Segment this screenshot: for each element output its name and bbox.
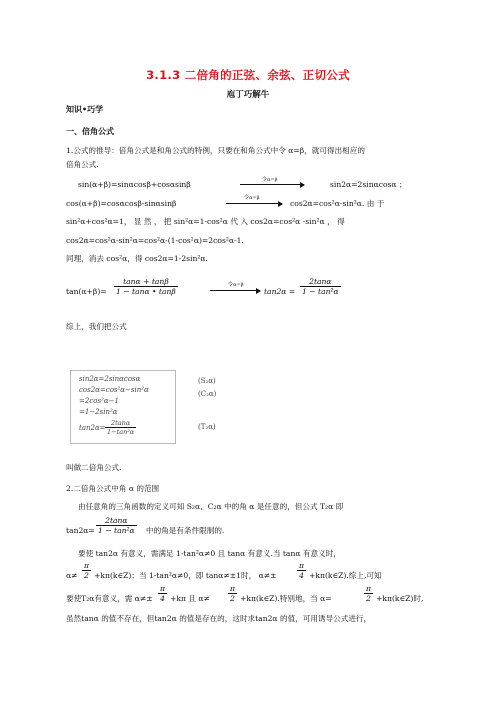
eq1-arrow	[240, 184, 304, 185]
pi-over-2-b: $\frac{\pi}{2}$	[230, 584, 235, 603]
tag-s2a: (S₂α)	[198, 377, 216, 385]
p2-line5-d: +kπ(k∈Z)时,	[376, 594, 424, 603]
tan2-numerator: 2tanα	[300, 277, 341, 287]
paragraph-2-line-6: 虽然tanα 的值不存在，但tan2α 的值是存在的，这时求tan2α 的值，可用诱导公式进行，	[66, 614, 372, 623]
p2-tan-num: 2tanα	[96, 516, 137, 526]
eq2-right: cos2α=cos²α-sin²α. 由 于	[290, 199, 385, 208]
p2-line4-b: +kπ(k∈Z)；当 1-tan²α≠0，即 tanα≠±1时， α≠±	[94, 571, 277, 580]
tan2-denominator: 1 − tan²α	[302, 287, 339, 296]
p2-line5-c: +kπ(k∈Z).特别地，当 α=	[240, 594, 332, 603]
pi-over-2-c: $\frac{\pi}{2}$	[366, 584, 371, 603]
paragraph-2-line-1: 由任意角的三角函数的定义可知 S₂α、C₂α 中的角 α 是任意的，但公式 T₂α 即	[78, 502, 344, 511]
eq1-arrow-label: 令α=β	[262, 177, 278, 183]
called-line: 叫做二倍角公式.	[66, 463, 122, 472]
formula-box	[70, 370, 176, 444]
tag-c2a: (C₂α)	[198, 390, 217, 398]
eq5-line: 同理，消去 cos²α，得 cos2α=1-2sin²α.	[66, 254, 208, 263]
page-title: 3.1.3 二倍角的正弦、余弦、正切公式	[146, 68, 350, 82]
tan-sum-lhs: tan(α+β)=	[66, 287, 107, 296]
paragraph-2-line-3: 要使 tan2α 有意义，需满足 1-tan²α≠0 且 tanα 有意义.当 tanα 有意义时，	[78, 549, 341, 558]
box-tan-fraction	[105, 419, 136, 436]
eq1-left: sin(α+β)=sinαcosβ+cosαsinβ	[78, 180, 191, 189]
box-line-3: =2cos²α−1	[79, 397, 119, 405]
p2-tan-lhs: tan2α=	[66, 526, 95, 535]
tan-sum-fraction	[114, 277, 178, 296]
tag-t2a: (T₂α)	[198, 423, 216, 431]
tan2-fraction	[300, 277, 341, 296]
p2-tan-tail: 中的角是有条件限制的.	[146, 526, 225, 535]
summary-line: 综上，我们把公式	[66, 322, 127, 331]
p2-tan-fraction	[96, 516, 137, 535]
p2-line4-c: +kπ(k∈Z).综上,可知	[309, 571, 382, 580]
tan-sum-denominator: 1 − tanα • tanβ	[116, 287, 176, 296]
pi-over-4-a: $\frac{\pi}{4}$	[299, 561, 304, 580]
p2-line5-a: 要使T₂α有意义，需 α≠±	[66, 594, 153, 603]
box-tan-num: 2tanα	[105, 419, 136, 428]
eq3-line: sin²α+cos²α=1， 显 然 ， 把 sin²α=1-cos²α 代 入 cos2α=cos²α -sin²α ， 得	[66, 217, 345, 226]
paragraph-1-line-1: 1.公式的推导：倍角公式是和角公式的特例，只要在和角公式中令 α=β，就可得出相应的	[66, 146, 365, 155]
p2-line5-b: +kπ 且 α≠	[170, 594, 210, 603]
paragraph-1-line-2: 倍角公式.	[66, 160, 99, 169]
section-2-title: 2.二倍角公式中角 α 的范围	[66, 484, 160, 493]
eq2-left: cos(α+β)=cosαcosβ-sinαsinβ	[66, 199, 177, 208]
page-subtitle: 庖丁巧解牛	[226, 90, 270, 100]
p2-line4-a: α≠	[66, 571, 78, 580]
tan-arrow	[210, 290, 260, 291]
pi-over-4-b: $\frac{\pi}{4}$	[160, 584, 165, 603]
tan-arrow-label: 令α=β	[228, 282, 244, 288]
p2-tan-den: 1 − tan²α	[98, 526, 135, 535]
box-line-1: sin2α=2sinαcosα	[79, 375, 141, 383]
box-tan-den: 1−tan²α	[107, 428, 135, 436]
pi-over-2-a: $\frac{\pi}{2}$	[84, 561, 89, 580]
eq1-right: sin2α=2sinαcosα ；	[330, 180, 407, 189]
eq2-arrow	[226, 203, 282, 204]
box-line-2: cos2α=cos²α−sin²α	[79, 386, 149, 394]
section-knowledge-heading: 知识•巧学	[66, 105, 104, 114]
section-one-heading: 一、倍角公式	[66, 127, 114, 136]
box-line-5: tan2α=	[79, 424, 106, 432]
tan2-lhs: tan2α =	[264, 287, 296, 296]
eq2-arrow-label: 令α=β	[244, 195, 260, 201]
tan-sum-numerator: tanα + tanβ	[114, 277, 178, 287]
box-line-4: =1−2sin²α	[79, 408, 118, 416]
eq4-line: cos2α=cos²α-sin²α=cos²α-(1-cos²α)=2cos²α-1.	[66, 236, 244, 245]
